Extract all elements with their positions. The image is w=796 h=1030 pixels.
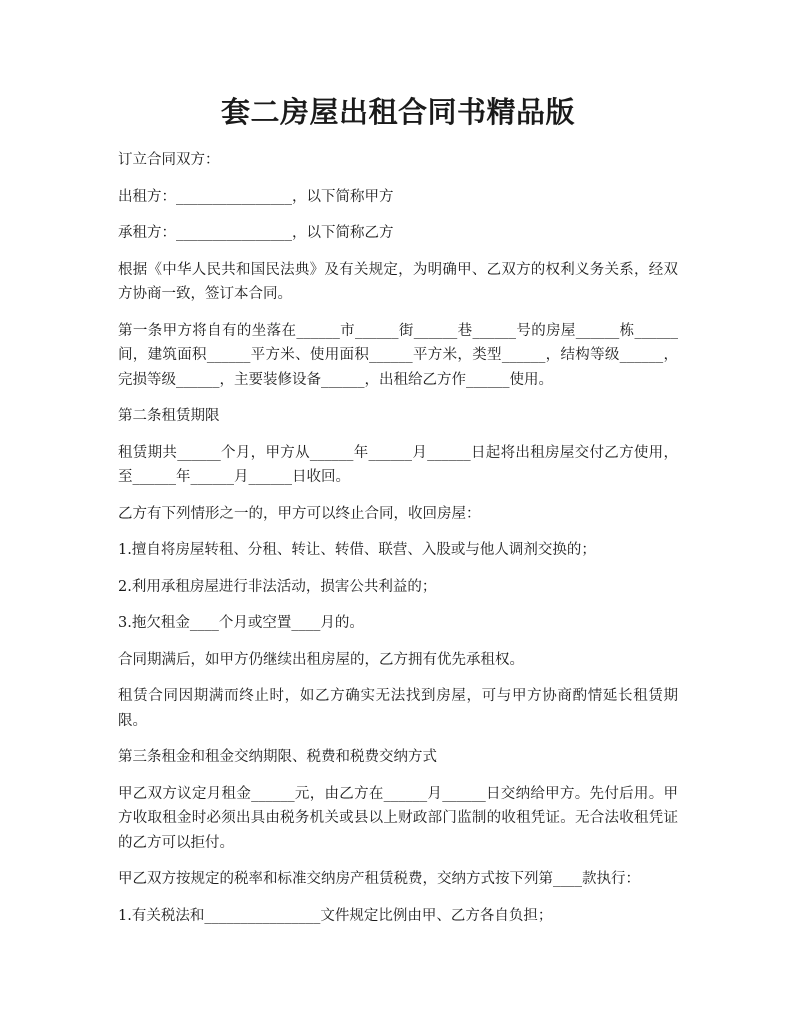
- paragraph-priority-right: 合同期满后，如甲方仍继续出租房屋的，乙方拥有优先承租权。: [118, 651, 524, 668]
- paragraph-parties-heading: 订立合同双方：: [118, 152, 220, 168]
- document-body: [118, 148, 678, 940]
- paragraph-extension: 租赁合同因期满而终止时，如乙方确实无法找到房屋，可与甲方协商酌情延长租赁期限。: [118, 688, 678, 729]
- paragraph-rent-payment: 甲乙双方议定月租金______元，由乙方在______月______日交纳给甲方。先付后用。甲方收取租金时必须出具由税务机关或县以上财政部门监制的收租凭证。无合法收租凭证的乙方可以拒付。: [118, 785, 678, 851]
- document-title: 套二房屋出租合同书精品版: [220, 95, 575, 129]
- paragraph-lessee: 承租方：________________，以下简称乙方: [118, 225, 394, 241]
- paragraph-article-1: 第一条甲方将自有的坐落在______市______街______巷______号的房屋______栋______间，建筑面积______平方米、使用面积______平方米，类型______，结构等级______，完损等级______，主要装修设备______，出租给乙方作______使用。: [118, 322, 678, 388]
- paragraph-tax-payment: 甲乙双方按规定的税率和标准交纳房产租赁税费，交纳方式按下列第____款执行：: [118, 871, 640, 887]
- paragraph-condition-1: 1.擅自将房屋转租、分租、转让、转借、联营、入股或与他人调剂交换的；: [118, 542, 596, 558]
- paragraph-condition-3: 3.拖欠租金____个月或空置____月的。: [118, 615, 364, 631]
- paragraph-article-3-heading: 第三条租金和租金交纳期限、税费和税费交纳方式: [118, 749, 437, 765]
- paragraph-lessor: 出租方：________________，以下简称甲方: [118, 188, 394, 205]
- paragraph-article-2-heading: 第二条租赁期限: [118, 408, 220, 424]
- paragraph-termination-conditions: 乙方有下列情形之一的，甲方可以终止合同，收回房屋：: [118, 505, 481, 522]
- paragraph-condition-2: 2.利用承租房屋进行非法活动，损害公共利益的；: [118, 578, 437, 595]
- paragraph-lease-term: 租赁期共______个月，甲方从______年______月______日起将出租房屋交付乙方使用，至______年______月______日收回。: [118, 444, 678, 485]
- paragraph-legal-basis: 根据《中华人民共和国民法典》及有关规定，为明确甲、乙双方的权利义务关系，经双方协商一致，签订本合同。: [118, 261, 678, 302]
- paragraph-tax-clause-1: 1.有关税法和________________文件规定比例由甲、乙方各自负担；: [118, 907, 553, 924]
